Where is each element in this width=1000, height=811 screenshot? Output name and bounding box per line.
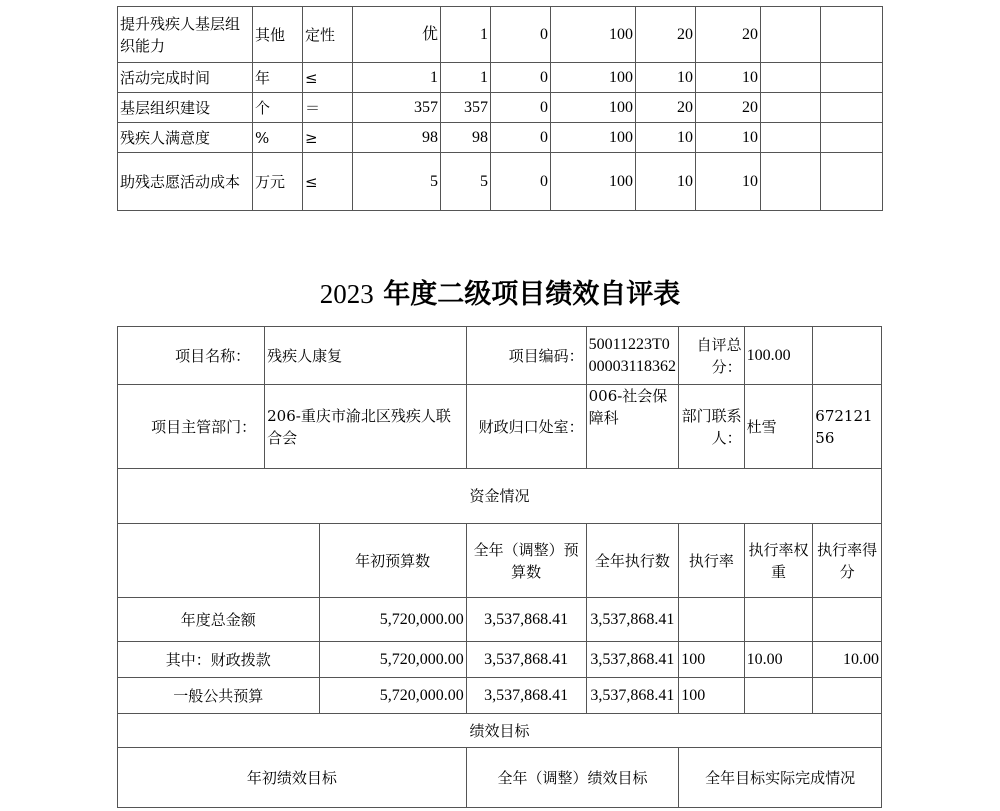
indicator-actual: 98: [441, 123, 491, 153]
indicator-row: [118, 63, 883, 93]
indicator-target: 98: [353, 123, 441, 153]
indicator-score: 10: [696, 153, 761, 211]
evaluation-table: [117, 326, 882, 808]
indicator-row: [118, 93, 883, 123]
funds-weight: [744, 598, 813, 642]
funds-header-initial: 年初预算数: [319, 524, 466, 598]
indicator-extra: [761, 63, 821, 93]
indicator-sign: ≤: [303, 153, 353, 211]
funds-header-executed: 全年执行数: [586, 524, 679, 598]
project-code: 50011223T000003118362: [586, 327, 679, 385]
finance-label: 财政归口处室：: [466, 385, 586, 469]
title-year: 2023: [319, 279, 374, 309]
indicator-diff: 0: [491, 93, 551, 123]
finance-value: 006-社会保障科: [586, 385, 679, 469]
indicator-weight: 10: [636, 123, 696, 153]
page-title: [0, 276, 1000, 313]
empty-cell: [813, 327, 882, 385]
indicator-weight: 10: [636, 63, 696, 93]
indicator-unit: 年: [253, 63, 303, 93]
indicator-score: 10: [696, 123, 761, 153]
goals-adjusted-label: 全年（调整）绩效目标: [466, 748, 679, 808]
funds-row-general: [118, 678, 882, 714]
indicator-extra: [821, 7, 883, 63]
phone-value: 67212156: [813, 385, 882, 469]
indicator-name: 基层组织建设: [118, 93, 253, 123]
indicator-actual: 1: [441, 7, 491, 63]
goals-section-label: 绩效目标: [118, 714, 882, 748]
indicator-diff: 0: [491, 7, 551, 63]
funds-rate: 100: [679, 678, 744, 714]
funds-header-adjusted: 全年（调整）预算数: [466, 524, 586, 598]
indicator-extra: [821, 93, 883, 123]
funds-section-row: [118, 469, 882, 524]
indicator-score: 20: [696, 7, 761, 63]
funds-adjusted: 3,537,868.41: [466, 678, 586, 714]
funds-row-total: [118, 598, 882, 642]
funds-adjusted: 3,537,868.41: [466, 642, 586, 678]
indicator-name: 助残志愿活动成本: [118, 153, 253, 211]
funds-executed: 3,537,868.41: [586, 642, 679, 678]
project-code-label: 项目编码：: [466, 327, 586, 385]
indicator-score: 10: [696, 63, 761, 93]
indicator-sign: ≥: [303, 123, 353, 153]
funds-score: 10.00: [813, 642, 882, 678]
funds-weight: [744, 678, 813, 714]
indicator-name: 残疾人满意度: [118, 123, 253, 153]
indicator-row: [118, 123, 883, 153]
indicator-weight: 10: [636, 153, 696, 211]
funds-score: [813, 598, 882, 642]
indicator-diff: 0: [491, 153, 551, 211]
indicator-sign: ≤: [303, 63, 353, 93]
project-name-label: 项目名称：: [118, 327, 265, 385]
indicator-weight: 20: [636, 7, 696, 63]
indicator-name: 活动完成时间: [118, 63, 253, 93]
dept-value: 206-重庆市渝北区残疾人联合会: [265, 385, 467, 469]
funds-header-score: 执行率得分: [813, 524, 882, 598]
funds-header-blank: [118, 524, 320, 598]
indicator-rate: 100: [551, 7, 636, 63]
indicator-target: 357: [353, 93, 441, 123]
indicator-target: 1: [353, 63, 441, 93]
goals-initial-label: 年初绩效目标: [118, 748, 467, 808]
indicator-target: 5: [353, 153, 441, 211]
indicator-extra: [761, 123, 821, 153]
indicator-row: [118, 153, 883, 211]
indicator-rate: 100: [551, 123, 636, 153]
dept-label: 项目主管部门：: [118, 385, 265, 469]
indicator-rate: 100: [551, 93, 636, 123]
funds-executed: 3,537,868.41: [586, 598, 679, 642]
goals-header-row: [118, 748, 882, 808]
indicator-unit: %: [253, 123, 303, 153]
indicator-score: 20: [696, 93, 761, 123]
indicator-actual: 1: [441, 63, 491, 93]
indicator-rate: 100: [551, 153, 636, 211]
indicator-weight: 20: [636, 93, 696, 123]
funds-section-label: 资金情况: [118, 469, 882, 524]
funds-score: [813, 678, 882, 714]
indicator-sign: ＝: [303, 93, 353, 123]
contact-value: 杜雪: [744, 385, 813, 469]
indicator-diff: 0: [491, 123, 551, 153]
indicator-sign: 定性: [303, 7, 353, 63]
indicator-actual: 357: [441, 93, 491, 123]
info-row-1: [118, 327, 882, 385]
funds-header-rate: 执行率: [679, 524, 744, 598]
indicator-extra: [761, 93, 821, 123]
contact-label: 部门联系人：: [679, 385, 744, 469]
funds-executed: 3,537,868.41: [586, 678, 679, 714]
funds-adjusted: 3,537,868.41: [466, 598, 586, 642]
funds-initial: 5,720,000.00: [319, 678, 466, 714]
indicator-unit: 万元: [253, 153, 303, 211]
funds-header-weight: 执行率权重: [744, 524, 813, 598]
indicator-table: [117, 6, 883, 211]
indicator-actual: 5: [441, 153, 491, 211]
project-name: 残疾人康复: [265, 327, 467, 385]
indicator-unit: 个: [253, 93, 303, 123]
funds-rate: [679, 598, 744, 642]
indicator-extra: [821, 153, 883, 211]
info-row-2: [118, 385, 882, 469]
funds-row-label: 一般公共预算: [118, 678, 320, 714]
self-score-label: 自评总分：: [679, 327, 744, 385]
funds-header-row: [118, 524, 882, 598]
funds-row-label: 年度总金额: [118, 598, 320, 642]
funds-row-label: 其中：财政拨款: [118, 642, 320, 678]
goals-actual-label: 全年目标实际完成情况: [679, 748, 882, 808]
indicator-extra: [821, 63, 883, 93]
indicator-unit: 其他: [253, 7, 303, 63]
funds-initial: 5,720,000.00: [319, 642, 466, 678]
indicator-rate: 100: [551, 63, 636, 93]
indicator-diff: 0: [491, 63, 551, 93]
goals-section-row: [118, 714, 882, 748]
indicator-name: 提升残疾人基层组织能力: [118, 7, 253, 63]
funds-initial: 5,720,000.00: [319, 598, 466, 642]
indicator-row: [118, 7, 883, 63]
funds-rate: 100: [679, 642, 744, 678]
indicator-target: 优: [353, 7, 441, 63]
indicator-extra: [821, 123, 883, 153]
indicator-extra: [761, 153, 821, 211]
title-text: 年度二级项目绩效自评表: [383, 279, 681, 310]
funds-weight: 10.00: [744, 642, 813, 678]
indicator-extra: [761, 7, 821, 63]
self-score: 100.00: [744, 327, 813, 385]
funds-row-fiscal: [118, 642, 882, 678]
